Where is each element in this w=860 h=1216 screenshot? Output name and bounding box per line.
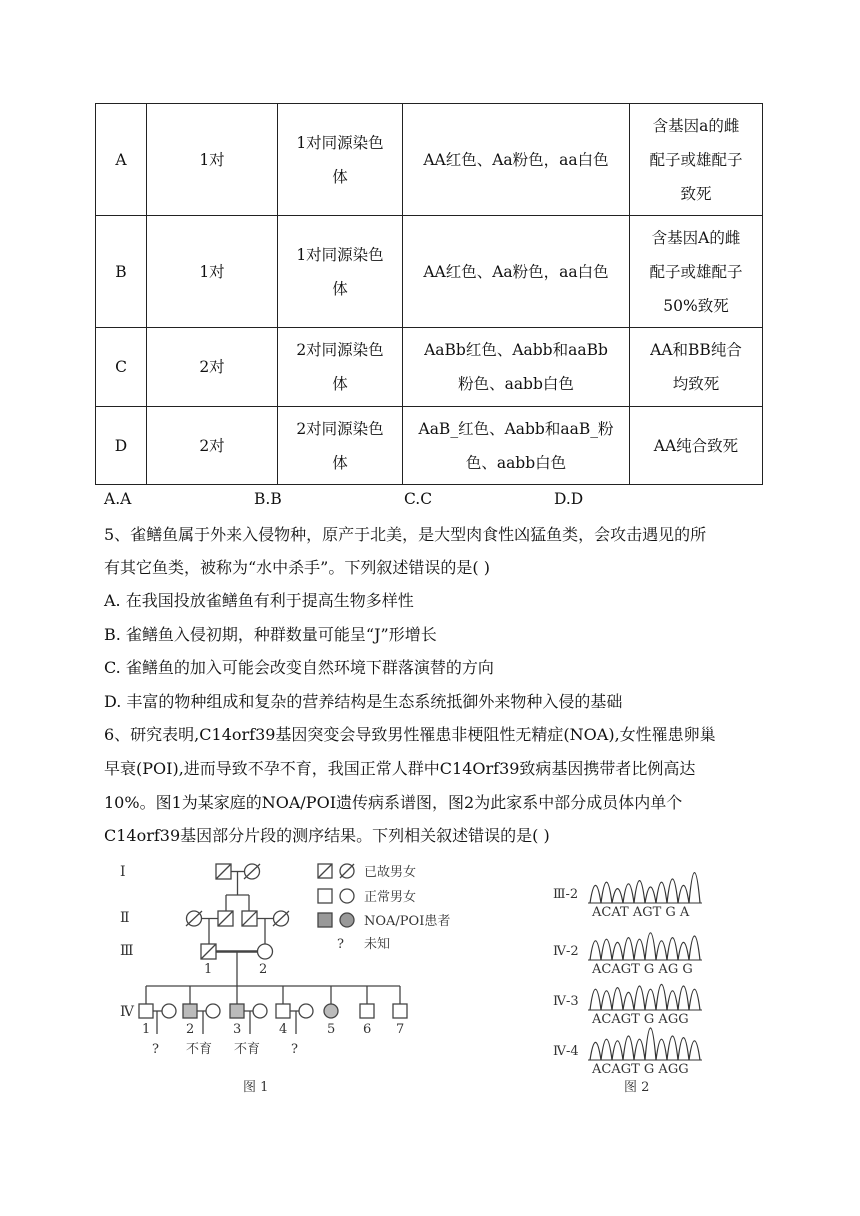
table-cell: 含基因a的雌 配子或雄配子 致死	[630, 104, 763, 216]
table-cell: 2对	[147, 407, 278, 485]
q5-option-b[interactable]: B. 雀鳝鱼入侵初期，种群数量可能呈“J”形增长	[104, 625, 437, 644]
table-cell: C	[96, 328, 147, 407]
table-cell: B	[96, 216, 147, 328]
seq-bases: ACAT AGT G A	[592, 905, 690, 920]
seq-bases: ACAGT G AGG	[592, 1062, 689, 1077]
table-cell: AaBb红色、Aabb和aaBb 粉色、aabb白色	[403, 328, 630, 407]
iii-number-1: 1	[204, 962, 213, 977]
legend-normal-text: 正常男女	[364, 890, 417, 905]
legend-patient-text: NOA/POI患者	[364, 914, 451, 929]
q4-option-b[interactable]: B.B	[254, 490, 282, 508]
seq-trace	[590, 933, 700, 960]
table-cell: 2对	[147, 328, 278, 407]
table-cell: AA红色、Aa粉色，aa白色	[403, 216, 630, 328]
q4-option-d[interactable]: D.D	[554, 490, 584, 508]
gen-label-II: Ⅱ	[120, 910, 130, 926]
seq-row-label: Ⅲ-2	[553, 887, 579, 902]
q5-stem-line1: 5、雀鳝鱼属于外来入侵物种，原产于北美，是大型肉食性凶猛鱼类，会攻击遇见的所	[104, 525, 707, 544]
table-cell: 1对	[147, 104, 278, 216]
table-cell: 含基因A的雌 配子或雄配子 50%致死	[630, 216, 763, 328]
seq-row-label: Ⅳ-3	[553, 994, 579, 1009]
gen-label-I: Ⅰ	[120, 864, 126, 880]
seq-row-label: Ⅳ-4	[553, 1044, 579, 1059]
seq-trace	[590, 1028, 700, 1060]
iv-number-4: 4	[279, 1022, 288, 1037]
seq-trace	[590, 984, 700, 1010]
q5-stem-line2: 有其它鱼类，被称为“水中杀手”。下列叙述错误的是( )	[104, 558, 490, 577]
q6-stem-line3: 10%。图1为某家庭的NOA/POI遗传病系谱图，图2为此家系中部分成员体内单个	[104, 793, 683, 812]
q4-option-a[interactable]: A.A	[104, 490, 132, 508]
table-cell: AA红色、Aa粉色，aa白色	[403, 104, 630, 216]
table-cell: 2对同源染色 体	[278, 328, 403, 407]
legend-deceased-text: 已故男女	[364, 865, 417, 880]
seq-bases: ACAGT G AG G	[592, 962, 693, 977]
iv-note-3: 不育	[234, 1042, 261, 1057]
fig2-caption: 图 2	[624, 1080, 650, 1095]
seq-row-label: Ⅳ-2	[553, 944, 579, 959]
seq-bases: ACAGT G AGG	[592, 1012, 689, 1027]
iii-number-2: 2	[259, 962, 268, 977]
q5-option-c[interactable]: C. 雀鳝鱼的加入可能会改变自然环境下群落演替的方向	[104, 658, 494, 677]
q6-stem-line2: 早衰(POI),进而导致不孕不育，我国正常人群中C14Orf39致病基因携带者比例高达	[104, 759, 696, 778]
table-cell: 1对同源染色 体	[278, 216, 403, 328]
legend-unknown-symbol: ?	[337, 937, 344, 952]
table-cell: 1对同源染色 体	[278, 104, 403, 216]
iv-note-2: 不育	[186, 1042, 213, 1057]
table-cell: AA和BB纯合 均致死	[630, 328, 763, 407]
iv-note-4: ?	[291, 1042, 298, 1057]
iv-number-6: 6	[363, 1022, 372, 1037]
iv-number-5: 5	[327, 1022, 336, 1037]
table-cell: AA纯合致死	[630, 407, 763, 485]
q4-option-c[interactable]: C.C	[404, 490, 433, 508]
q5-option-a[interactable]: A. 在我国投放雀鳝鱼有利于提高生物多样性	[104, 591, 414, 610]
iv-number-3: 3	[233, 1022, 242, 1037]
table-cell: 2对同源染色 体	[278, 407, 403, 485]
table-cell: D	[96, 407, 147, 485]
q6-stem-line1: 6、研究表明,C14orf39基因突变会导致男性罹患非梗阻性无精症(NOA),女性罹患卵巢	[104, 725, 716, 744]
iv-number-2: 2	[186, 1022, 195, 1037]
seq-trace	[590, 873, 700, 903]
table-cell: AaB_红色、Aabb和aaB_粉 色、aabb白色	[403, 407, 630, 485]
iv-number-7: 7	[396, 1022, 405, 1037]
legend-unknown-text: 未知	[364, 937, 391, 952]
gen-label-III: Ⅲ	[120, 943, 134, 959]
gen-label-IV: Ⅳ	[120, 1004, 134, 1020]
iv-note-1: ?	[152, 1042, 159, 1057]
table-cell: A	[96, 104, 147, 216]
iv-number-1: 1	[142, 1022, 151, 1037]
q5-option-d[interactable]: D. 丰富的物种组成和复杂的营养结构是生态系统抵御外来物种入侵的基础	[104, 692, 623, 711]
table-cell: 1对	[147, 216, 278, 328]
fig1-caption: 图 1	[243, 1080, 269, 1095]
q6-stem-line4: C14orf39基因部分片段的测序结果。下列相关叙述错误的是( )	[104, 826, 550, 845]
